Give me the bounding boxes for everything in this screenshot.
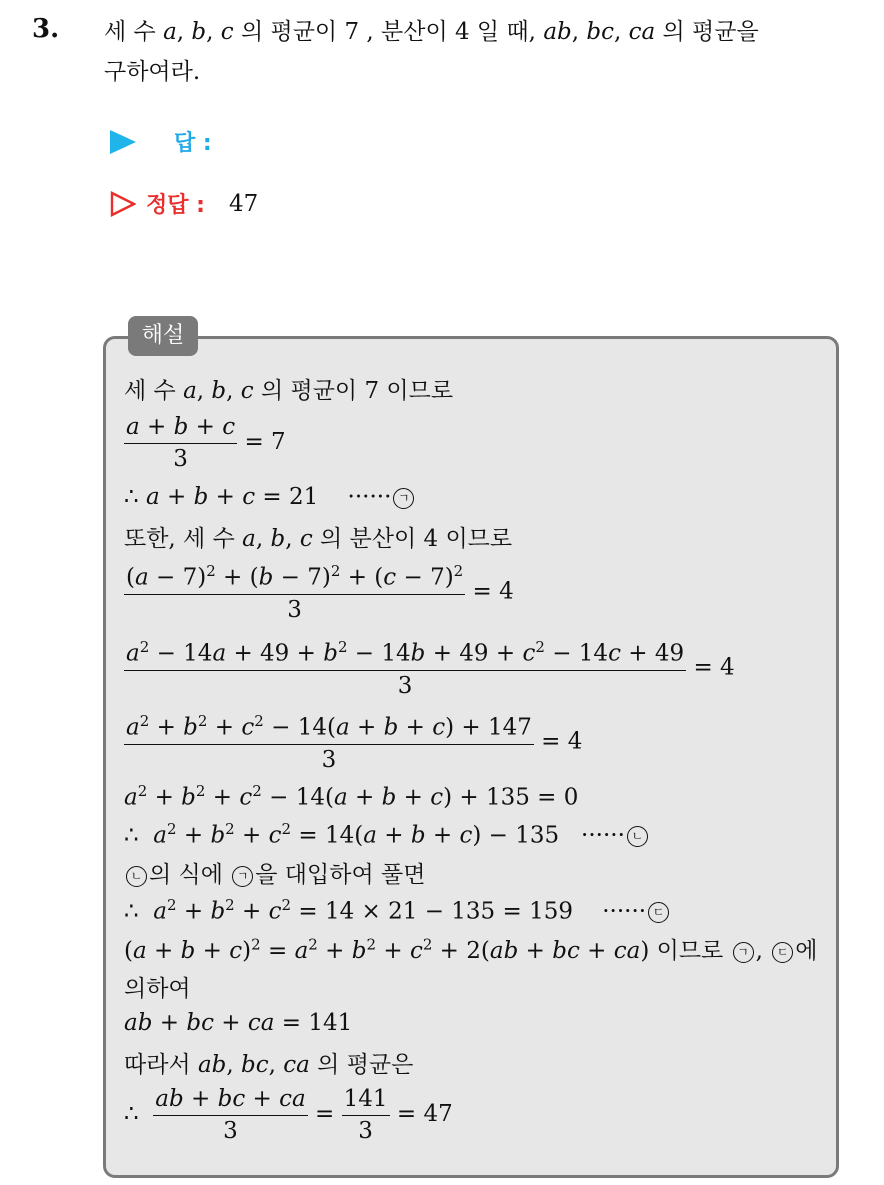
circled-ㄱ-icon: ㄱ xyxy=(733,942,754,963)
circled-ㄷ-icon: ㄷ xyxy=(648,902,669,923)
solution-line: 따라서 ab, bc, ca 의 평균은 xyxy=(124,1052,414,1078)
outline-triangle-icon xyxy=(110,191,136,217)
solution-line: 의하여 xyxy=(124,976,191,1002)
solution-equation: $\frac{a^2 - 14a + 49 + b^2 - 14b + 49 + c^2 - 14c + 49}{3}$ = 4 xyxy=(126,638,735,699)
solution-equation: ab + bc + ca = 141 xyxy=(124,1010,353,1036)
solution-equation: $(a + b + c)^2 = a^2 + b^2 + c^2 + 2(ab$ + bc + ca) 이므로 ㄱ , ㄷ 에 xyxy=(124,935,818,964)
circled-ㄴ-icon: ㄴ xyxy=(627,826,648,847)
solution-equation: $\frac{a + b + c}{3}$ = 7 xyxy=(126,414,286,472)
circled-ㄴ-icon: ㄴ xyxy=(126,866,147,887)
solution-equation: ∴ $a^2 + b^2 + c^2 = 14 \times 21 - 135 = 159$ ······ ㄷ xyxy=(124,896,844,925)
circled-ㄱ-icon: ㄱ xyxy=(393,488,414,509)
circled-ㄱ-icon: ㄱ xyxy=(232,866,253,887)
solution-line: 또한, 세 수 a, b, c 의 분산이 4 이므로 xyxy=(124,526,513,552)
solution-equation: ∴ a + b + c = 21 ······ ㄱ xyxy=(124,484,844,510)
answer-label: 답 : xyxy=(174,131,212,156)
solution-tag: 해설 xyxy=(128,316,198,356)
solution-line: ㄴ 의 식에 ㄱ 을 대입하여 풀면 xyxy=(124,856,844,889)
solution-equation: $a^2 + b^2 + c^2 - 14(a + b + c) + 135 = 0$ xyxy=(124,782,579,811)
correct-answer-row xyxy=(110,188,258,219)
correct-answer-label: 정답 : xyxy=(146,193,205,218)
solution-line: 세 수 a, b, c 의 평균이 7 이므로 xyxy=(124,378,454,404)
question-text: 세 수 a, b, c 의 평균이 7 , 분산이 4 일 때, ab, bc, ca 의 평균을 구하여라. xyxy=(104,19,759,85)
play-triangle-icon xyxy=(110,130,136,154)
answer-row xyxy=(110,126,212,157)
solution-equation: $\frac{(a - 7)^2 + (b - 7)^2 + (c - 7)^2}{3}$ = 4 xyxy=(126,562,514,623)
solution-final-equation: ∴ $\frac{ab + bc + ca}{3}$ = $\frac{141}{3}$ = 47 xyxy=(124,1086,453,1144)
solution-equation: $\frac{a^2 + b^2 + c^2 - 14(a + b + c) + 147}{3}$ = 4 xyxy=(126,712,583,773)
question-number: 3. xyxy=(32,14,60,44)
solution-equation: ∴ $a^2 + b^2 + c^2 = 14(a + b + c) - 135$ ······ ㄴ xyxy=(124,820,844,849)
correct-answer-value: 47 xyxy=(228,190,259,217)
circled-ㄷ-icon: ㄷ xyxy=(772,942,793,963)
